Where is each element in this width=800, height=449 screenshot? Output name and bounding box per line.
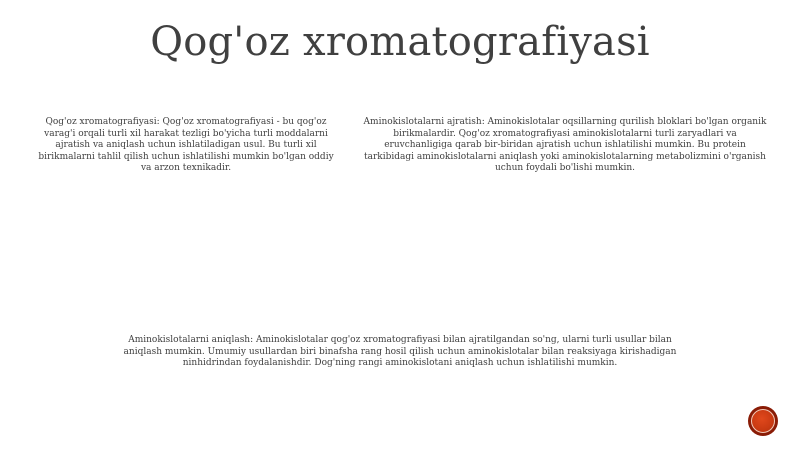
circle-nav-icon bbox=[751, 409, 775, 433]
slide-nav-button[interactable] bbox=[748, 406, 778, 436]
paragraph-paper-chromatography: Qog'oz xromatografiyasi: Qog'oz xromatografiyasi - bu qog'oz varag'i orqali turli xil harakat tezligi bo'yicha turli moddalarni ajratish va aniqlash uchun ishlatiladigan usul. Bu turli xil birikmalarni tahlil qilish uchun ishlatilishi mumkin bo'lgan oddiy va arzon texnikadir. bbox=[38, 117, 334, 173]
paragraph-amino-acid-separation: Aminokislotalarni ajratish: Aminokislotalar oqsillarning qurilish bloklari bo'lgan organik birikmalardir. Qog'oz xromatografiyasi aminokislotalarni turli zaryadlari va eruvchanligiga qarab bir-biridan ajratish uchun ishlatilishi mumkin. Bu protein tarkibidagi aminokislotalarni aniqlash yoki aminokislotalarning metabolizmini o'rganish uchun foydali bo'lishi mumkin. bbox=[363, 117, 767, 173]
paragraph-amino-acid-identification: Aminokislotalarni aniqlash: Aminokislotalar qog'oz xromatografiyasi bilan ajratilgandan so'ng, ularni turli usullar bilan aniqlash mumkin. Umumiy usullardan biri binafsha rang hosil qilish uchun aminokislotalar bilan reaksiyaga kirishadigan ninhidrindan foydalanishdir. Dog'ning rangi aminokislotani aniqlash uchun ishlatilishi mumkin. bbox=[123, 335, 677, 368]
slide-title: Qog'oz xromatografiyasi bbox=[150, 19, 650, 65]
